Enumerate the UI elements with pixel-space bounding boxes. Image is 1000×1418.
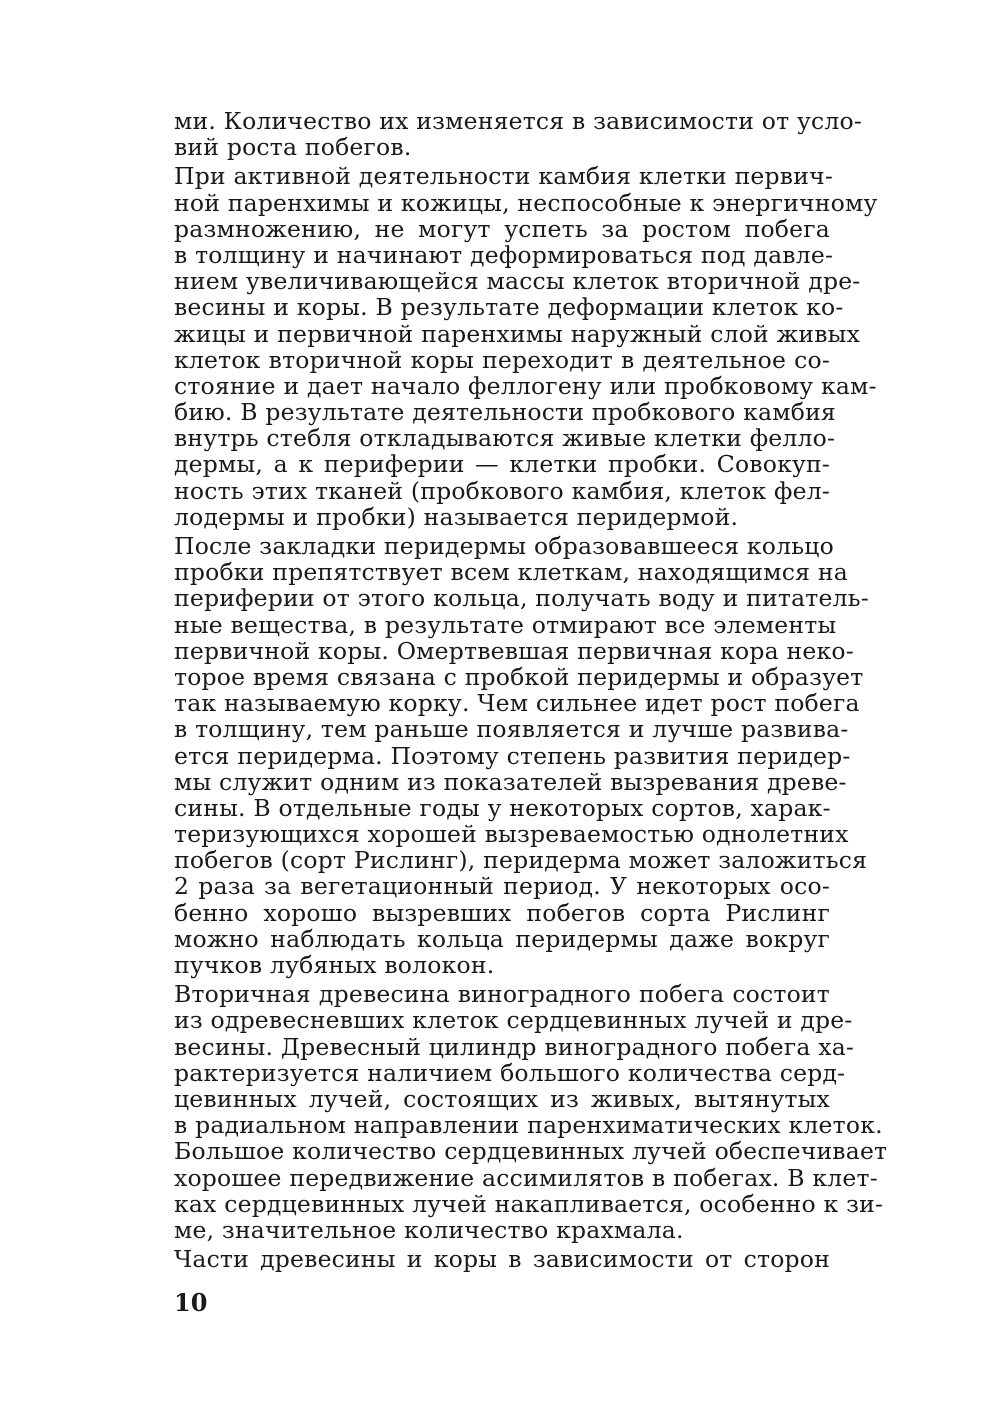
text-line: сины. В отдельные годы у некоторых сортов, харак- <box>174 793 831 822</box>
paragraph <box>174 107 862 162</box>
text-line: Большое количество сердцевинных лучей обеспечивает <box>174 1137 888 1166</box>
text-line: ной паренхимы и кожицы, неспособные к энергичному <box>174 188 878 217</box>
page-number: 10 <box>174 1288 208 1317</box>
text-line: При активной деятельности камбия клетки первич- <box>174 162 833 191</box>
text-line: торое время связана с пробкой перидермы и образует <box>174 662 864 691</box>
text-line: в радиальном направлении паренхиматических клеток. <box>174 1111 883 1140</box>
text-line: весины. Древесный цилиндр виноградного побега ха- <box>174 1032 855 1061</box>
text-line: лодермы и пробки) называется перидермой. <box>174 502 739 531</box>
text-line: можно наблюдать кольца перидермы даже вокруг <box>174 924 830 953</box>
text-line: ках сердцевинных лучей накапливается, особенно к зи- <box>174 1189 884 1218</box>
text-line: первичной коры. Омертвевшая первичная кора неко- <box>174 636 854 665</box>
text-line: бенно хорошо вызревших побегов сорта Рислинг <box>174 898 830 927</box>
paragraph <box>174 162 878 531</box>
text-line: Вторичная древесина виноградного побега состоит <box>174 980 830 1009</box>
text-line: так называемую корку. Чем сильнее идет рост побега <box>174 689 860 718</box>
paragraph <box>174 980 888 1244</box>
paragraph <box>174 1246 830 1272</box>
text-line: клеток вторичной коры переходит в деятельное со- <box>174 345 830 374</box>
text-line: жицы и первичной паренхимы наружный слой живых <box>174 319 861 348</box>
text-line: вий роста побегов. <box>174 133 412 162</box>
text-line: рактеризуется наличием большого количества серд- <box>174 1058 846 1087</box>
text-line: периферии от этого кольца, получать воду и питатель- <box>174 584 869 613</box>
text-line: цевинных лучей, состоящих из живых, вытянутых <box>174 1084 830 1113</box>
text-line: хорошее передвижение ассимилятов в побегах. В клет- <box>174 1163 878 1192</box>
page-body <box>174 107 888 1274</box>
text-line: Части древесины и коры в зависимости от сторон <box>174 1245 830 1274</box>
text-line: из одревесневших клеток сердцевинных лучей и дре- <box>174 1006 853 1035</box>
text-container <box>174 107 888 1274</box>
text-line: стояние и дает начало феллогену или пробковому кам- <box>174 371 877 400</box>
text-line: теризующихся хорошей вызреваемостью однолетних <box>174 820 849 849</box>
text-line: размножению, не могут успеть за ростом побега <box>174 214 830 243</box>
text-line: нием увеличивающейся массы клеток вторичной дре- <box>174 267 861 296</box>
text-line: После закладки перидермы образовавшееся кольцо <box>174 532 834 560</box>
text-line: ные вещества, в результате отмирают все элементы <box>174 610 837 639</box>
text-line: дермы, а к периферии — клетки пробки. Совокуп- <box>174 450 830 479</box>
paragraph <box>174 532 869 979</box>
text-line: побегов (сорт Рислинг), перидерма может заложиться <box>174 846 868 875</box>
text-line: в толщину и начинают деформироваться под давле- <box>174 240 834 269</box>
text-line: мы служит одним из показателей вызревания древе- <box>174 767 847 796</box>
text-line: внутрь стебля откладываются живые клетки фелло- <box>174 424 836 453</box>
text-line: ется перидерма. Поэтому степень развития перидер- <box>174 741 851 770</box>
text-line: пучков лубяных волокон. <box>174 951 495 979</box>
text-line: бию. В результате деятельности пробкового камбия <box>174 398 836 427</box>
text-line: пробки препятствует всем клеткам, находящимся на <box>174 558 848 587</box>
text-line: ме, значительное количество крахмала. <box>174 1215 684 1244</box>
text-line: ми. Количество их изменяется в зависимости от усло- <box>174 107 862 135</box>
text-line: весины и коры. В результате деформации клеток ко- <box>174 293 844 322</box>
text-line: 2 раза за вегетационный период. У некоторых осо- <box>174 872 830 901</box>
text-line: в толщину, тем раньше появляется и лучше развива- <box>174 715 849 744</box>
text-line: ность этих тканей (пробкового камбия, клеток фел- <box>174 476 830 505</box>
